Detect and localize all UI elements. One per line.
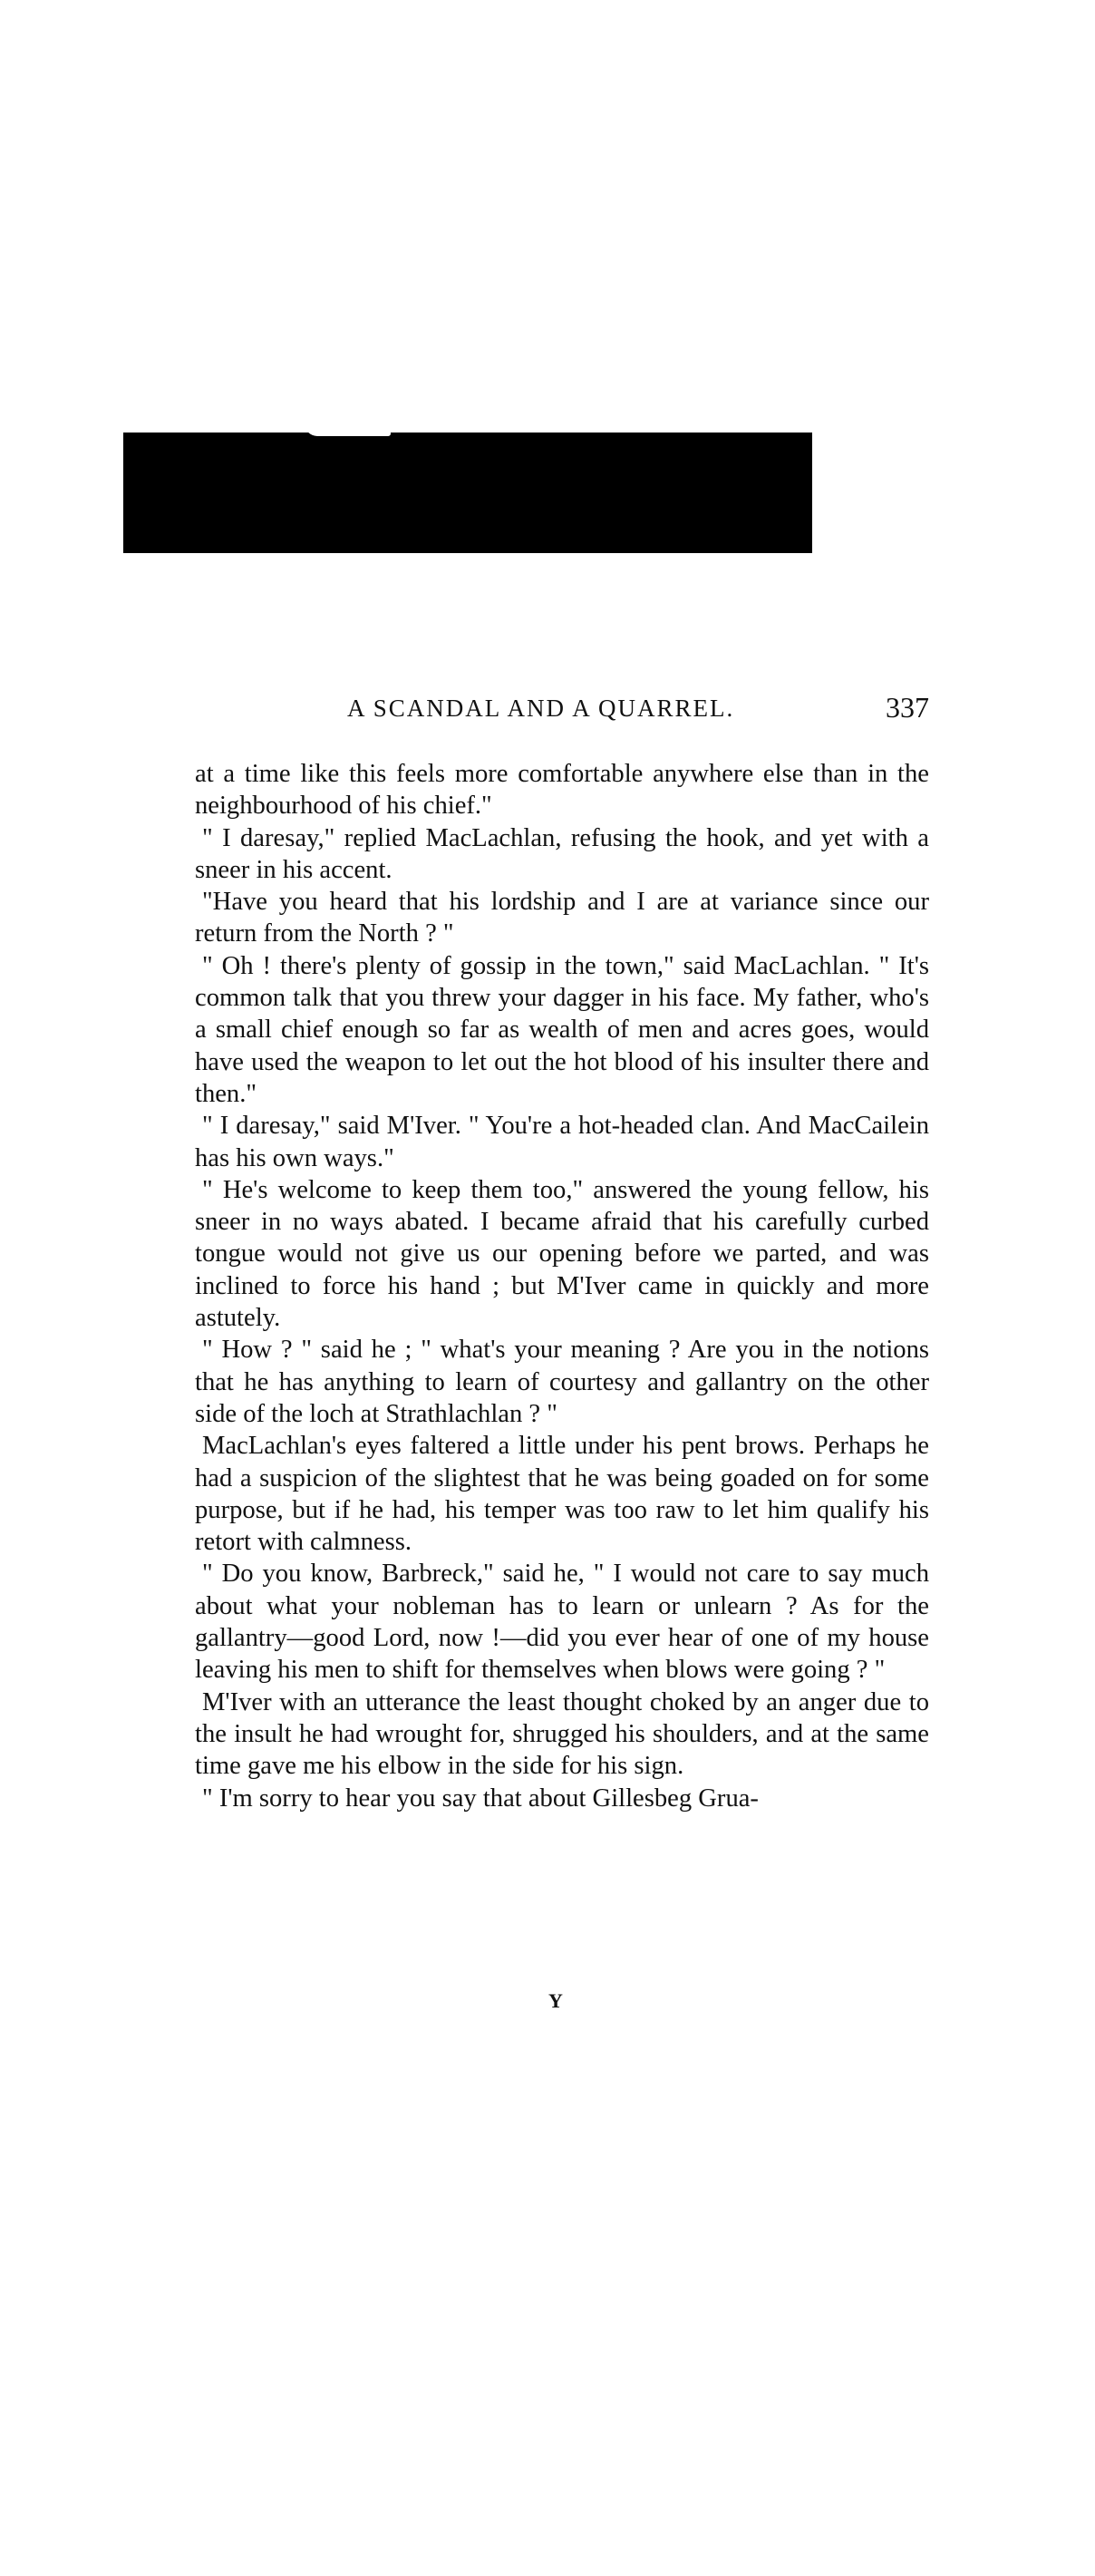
- redaction-notch: [305, 423, 391, 436]
- paragraph: " Oh ! there's plenty of gossip in the town," said MacLachlan. " It's common talk that you threw your dagger in his face. My father, who's a small chief enough so far as wealth of men and acres goes, would have used the weapon to let out the hot blood of his insulter there and then.": [195, 951, 929, 1108]
- redaction-notch-step: [391, 423, 509, 433]
- paragraph: M'Iver with an utterance the least thought choked by an anger due to the insult he had wrought for, shrugged his shoulders, and at the same time gave me his elbow in the side for his sign.: [195, 1687, 929, 1781]
- paragraph: " He's welcome to keep them too," answered the young fellow, his sneer in no ways abated. I became afraid that his carefully curbed tongue would not give us our opening before we parted, and was inclined to force his hand ; but M'Iver came in quickly and more astutely.: [195, 1175, 929, 1333]
- paragraph: " I daresay," replied MacLachlan, refusing the hook, and yet with a sneer in his accent.: [195, 823, 929, 884]
- paragraph: "Have you heard that his lordship and I are at variance since our return from the North ? ": [195, 888, 929, 948]
- paragraph: MacLachlan's eyes faltered a little under his pent brows. Perhaps he had a suspicion of the slightest that he was being goaded on for some purpose, but if he had, his temper was too raw to let him qualify his retort with calmness.: [195, 1432, 929, 1557]
- running-title: A SCANDAL AND A QUARREL.: [347, 695, 735, 722]
- signature-mark: Y: [548, 1989, 563, 2012]
- paragraph: " I'm sorry to hear you say that about Gillesbeg Grua-: [202, 1784, 759, 1813]
- running-head: [195, 691, 929, 727]
- paragraph: " I daresay," said M'Iver. " You're a hot-headed clan. And MacCailein has his own ways.": [195, 1112, 929, 1172]
- paragraph: " How ? " said he ; " what's your meaning ? Are you in the notions that he has anything to learn of courtesy and gallantry on the other side of the loch at Strathlachlan ? ": [195, 1336, 929, 1428]
- page-number: 337: [886, 691, 929, 724]
- body-text: [195, 758, 929, 1814]
- redaction-block: [123, 433, 812, 553]
- paragraph: " Do you know, Barbreck," said he, " I would not care to say much about what your nobleman has to learn or unlearn ? As for the gallantry—good Lord, now !—did you ever hear of one of my house leaving his men to shift for themselves when blows were going ? ": [195, 1560, 929, 1685]
- paragraph: at a time like this feels more comfortable anywhere else than in the neighbourhood of his chief.": [195, 760, 929, 821]
